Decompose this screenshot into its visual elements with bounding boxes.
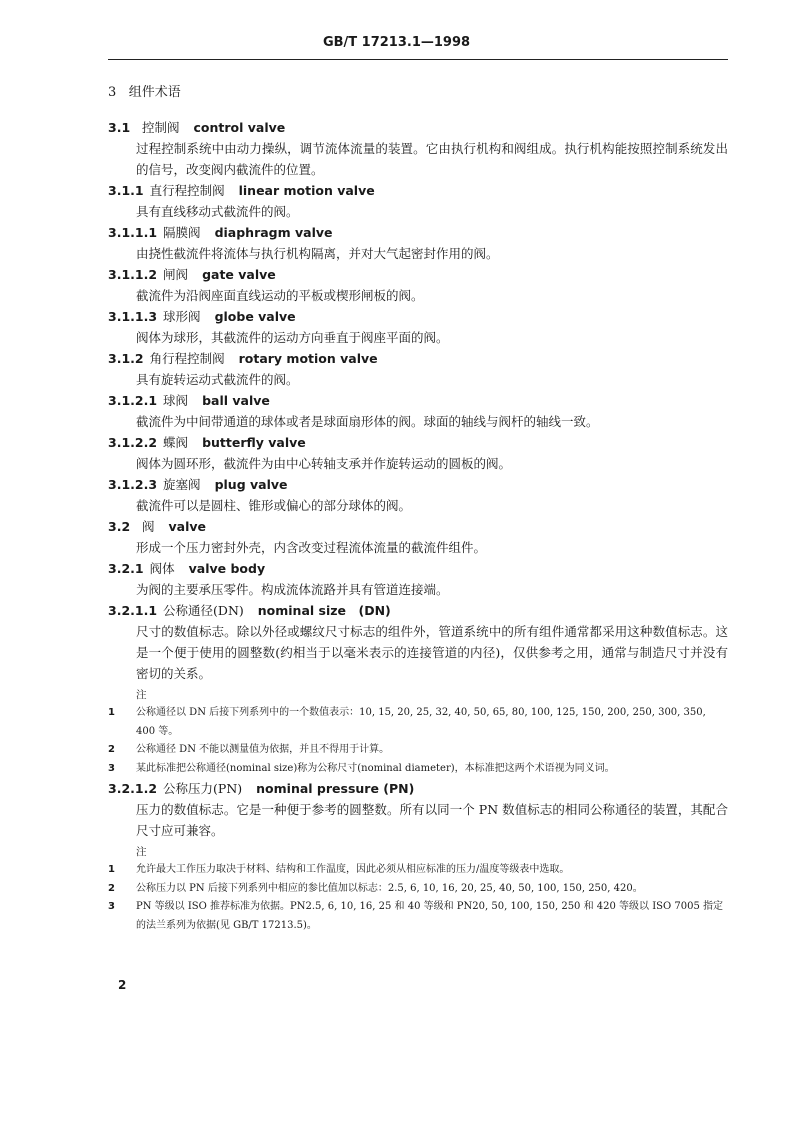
term-entry [108, 222, 728, 264]
term-heading [108, 264, 728, 285]
note-item [108, 760, 728, 779]
term-definition: 形成一个压力密封外壳，内含改变过程流体流量的截流件组件。 [136, 540, 487, 555]
term-heading [108, 348, 728, 369]
note-item [108, 704, 728, 741]
section-title: 组件术语 [128, 85, 181, 100]
term-entry [108, 778, 728, 935]
term-number: 3.1.2.2 [108, 435, 158, 450]
note-text: 某此标准把公称通径(nominal size)称为公称尺寸(nominal diameter)，本标准把这两个术语视为同义词。 [136, 762, 615, 774]
term-heading [108, 558, 728, 579]
term-definition: 截流件可以是圆柱、锥形或偏心的部分球体的阀。 [136, 498, 412, 513]
term-english: linear motion valve [238, 183, 375, 198]
term-number: 3.1.1.3 [108, 309, 158, 324]
term-english: ball valve [202, 393, 270, 408]
term-entry [108, 558, 728, 600]
term-entry [108, 180, 728, 222]
term-chinese: 直行程控制阀 [149, 183, 225, 198]
page-number: 2 [118, 978, 127, 992]
term-chinese: 蝶阀 [163, 435, 189, 450]
term-english: plug valve [214, 477, 288, 492]
note-number: 3 [108, 762, 115, 774]
term-heading [108, 222, 728, 243]
term-chinese: 阀体 [149, 561, 175, 576]
term-definition: 尺寸的数值标志。除以外径或螺纹尺寸标志的组件外，管道系统中的所有组件通常都采用这种数值标志。这是一个便于使用的圆整数(约相当于以毫米表示的连接管道的内径)，仅供参考之用，通常与制造尺寸并没有密切的关系。 [136, 624, 728, 681]
note-text: 公称通径以 DN 后接下列系列中的一个数值表示：10, 15, 20, 25, 32, 40, 50, 65, 80, 100, 125, 150, 200, 250, 300, 350, 400 等。 [136, 707, 706, 737]
term-number: 3.1.1.1 [108, 225, 158, 240]
term-number: 3.1.1.2 [108, 267, 158, 282]
term-heading [108, 432, 728, 453]
note-number: 2 [108, 744, 115, 755]
term-chinese: 闸阀 [163, 267, 189, 282]
note-number: 1 [108, 707, 115, 718]
document-body [108, 74, 728, 935]
term-chinese: 隔膜阀 [163, 225, 201, 240]
note-number: 2 [108, 882, 115, 894]
term-english: globe valve [214, 309, 296, 324]
term-definition: 具有旋转运动式截流件的阀。 [136, 372, 299, 387]
term-english: nominal size (DN) [257, 603, 391, 618]
section-heading [108, 82, 728, 103]
term-chinese: 球阀 [163, 393, 189, 408]
standard-number-header: GB/T 17213.1—1998 [322, 35, 471, 50]
term-heading [108, 600, 728, 621]
term-chinese: 公称通径(DN) [163, 603, 244, 618]
note-item [108, 861, 728, 880]
section-number: 3 [108, 85, 117, 100]
term-chinese: 球形阀 [163, 309, 201, 324]
term-definition: 为阀的主要承压零件。构成流体流路并具有管道连接端。 [136, 582, 449, 597]
term-definition: 阀体为圆环形，截流件为由中心转轴支承并作旋转运动的圆板的阀。 [136, 456, 512, 471]
term-chinese: 公称压力(PN) [163, 781, 243, 796]
term-english: gate valve [202, 267, 276, 282]
term-number: 3.1.2 [108, 351, 144, 366]
term-english: nominal pressure (PN) [256, 781, 415, 796]
term-number: 3.1 [108, 120, 131, 135]
term-entry [108, 516, 728, 558]
term-heading [108, 474, 728, 495]
term-heading [108, 516, 728, 537]
term-entry [108, 264, 728, 306]
note-label: 注 [136, 846, 147, 858]
term-english: valve body [188, 561, 266, 576]
term-number: 3.1.1 [108, 183, 144, 198]
term-heading [108, 180, 728, 201]
term-heading [108, 117, 728, 138]
term-heading [108, 306, 728, 327]
term-chinese: 角行程控制阀 [149, 351, 225, 366]
term-heading [108, 390, 728, 411]
note-number: 1 [108, 864, 115, 875]
term-number: 3.2.1.1 [108, 603, 158, 618]
note-text: 公称通径 DN 不能以测量值为依据，并且不得用于计算。 [136, 744, 390, 755]
term-english: diaphragm valve [214, 225, 333, 240]
term-number: 3.2.1 [108, 561, 144, 576]
term-definition: 截流件为沿阀座面直线运动的平板或楔形闸板的阀。 [136, 288, 424, 303]
term-number: 3.1.2.1 [108, 393, 158, 408]
term-definition: 截流件为中间带通道的球体或者是球面扇形体的阀。球面的轴线与阀杆的轴线一致。 [136, 414, 599, 429]
term-entry [108, 432, 728, 474]
note-item [108, 741, 728, 760]
note-number: 3 [108, 901, 115, 912]
term-definition: 阀体为球形，其截流件的运动方向垂直于阀座平面的阀。 [136, 330, 449, 345]
note-item [108, 880, 728, 899]
term-entry [108, 117, 728, 180]
term-english: butterfly valve [202, 435, 306, 450]
term-entry [108, 600, 728, 778]
term-chinese: 阀 [142, 519, 155, 534]
note-text: PN 等级以 ISO 推荐标准为依据。PN2.5, 6, 10, 16, 25 和 40 等级和 PN20, 50, 100, 150, 250 和 420 等级以 ISO 7005 指定的法兰系列为依据(见 GB/T 17213.5)。 [136, 901, 724, 931]
term-english: valve [168, 519, 207, 534]
term-entry [108, 306, 728, 348]
term-entry [108, 390, 728, 432]
term-chinese: 旋塞阀 [163, 477, 201, 492]
header-rule [108, 59, 728, 60]
term-list [108, 117, 728, 935]
term-number: 3.2.1.2 [108, 781, 158, 796]
term-number: 3.2 [108, 519, 131, 534]
term-english: control valve [193, 120, 286, 135]
term-entry [108, 348, 728, 390]
note-label: 注 [136, 689, 147, 701]
note-item [108, 898, 728, 935]
note-text: 允许最大工作压力取决于材料、结构和工作温度，因此必须从相应标准的压力/温度等级表中选取。 [136, 864, 570, 875]
term-definition: 由挠性截流件将流体与执行机构隔离，并对大气起密封作用的阀。 [136, 246, 499, 261]
term-heading [108, 778, 728, 799]
term-number: 3.1.2.3 [108, 477, 158, 492]
term-english: rotary motion valve [238, 351, 378, 366]
term-definition: 压力的数值标志。它是一种便于参考的圆整数。所有以同一个 PN 数值标志的相同公称通径的装置，其配合尺寸应可兼容。 [136, 802, 728, 838]
note-text: 公称压力以 PN 后接下列系列中相应的参比值加以标志：2.5, 6, 10, 16, 20, 25, 40, 50, 100, 150, 250, 420。 [136, 882, 643, 894]
term-entry [108, 474, 728, 516]
term-definition: 过程控制系统中由动力操纵，调节流体流量的装置。它由执行机构和阀组成。执行机构能按照控制系统发出的信号，改变阀内截流件的位置。 [136, 141, 728, 177]
term-definition: 具有直线移动式截流件的阀。 [136, 204, 299, 219]
term-chinese: 控制阀 [142, 120, 180, 135]
